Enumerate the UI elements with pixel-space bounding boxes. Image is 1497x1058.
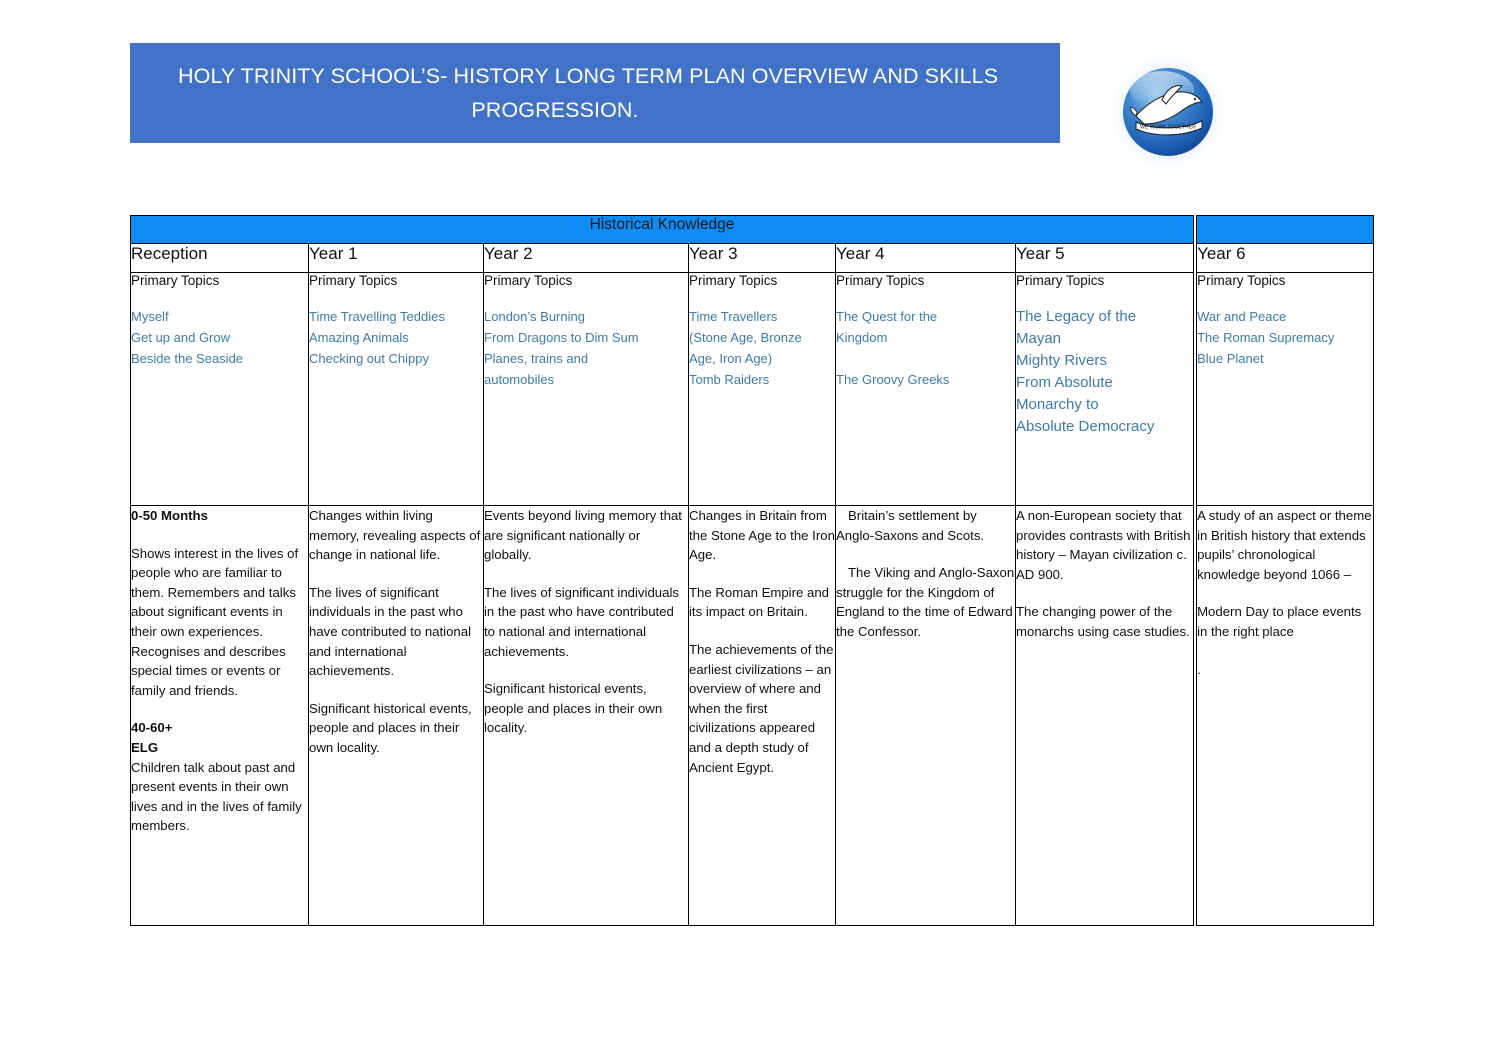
topic-list-year1 [309,306,483,369]
table-curriculum-detail-row [131,506,1374,926]
topic-line: (Stone Age, Bronze [689,330,802,345]
detail-para-reception-2: Children talk about past and present events in their own lives and in the lives of family members. [131,759,302,834]
topic-list-year3 [689,306,835,390]
detail-paragraph: A study of an aspect or theme in British history that extends pupils’ chronological knowledge beyond 1066 – [1197,508,1372,582]
topic-line: From Dragons to Dim Sum [484,330,639,345]
topic-line: The Quest for the [836,309,938,324]
topic-line: Time Travellers [689,309,778,324]
detail-cell-reception [131,506,309,926]
detail-paragraph: . [1197,661,1201,677]
logo-motto-text: WE WORK TOGETHER [1139,124,1197,131]
detail-para-reception-1: Shows interest in the lives of people who are familiar to them. Remembers and talks about significant events in their own experiences. Recognises and describes special times or events or family and friends. [131,545,299,698]
detail-paragraph: The Viking and Anglo-Saxon struggle for the Kingdom of England to the time of Edward the Confessor. [836,565,1015,639]
detail-paragraph: Significant historical events, people and places in their own locality. [484,681,663,736]
year-header-year2: Year 2 [484,244,689,273]
detail-cell-year6 [1197,506,1374,926]
topic-line: Monarchy to [1016,396,1099,413]
detail-cell-year1 [309,506,484,926]
topic-line: Amazing Animals [309,330,409,345]
detail-heading-40-60: 40-60+ [131,720,173,736]
detail-paragraph: The Roman Empire and its impact on Britain. [689,584,830,620]
section-header-year6-blank [1197,216,1374,244]
topic-list-year5 [1016,306,1193,438]
detail-paragraph: Modern Day to place events in the right place [1197,604,1362,639]
detail-text-year6 [1197,506,1373,679]
primary-topics-label: Primary Topics [1197,273,1286,288]
primary-topics-label: Primary Topics [131,273,220,288]
topics-cell-year3 [689,273,836,506]
detail-paragraph: The lives of significant individuals in the past who have contributed to national and international achievements. [309,584,472,679]
topics-cell-year4 [836,273,1016,506]
year-header-reception: Reception [131,244,309,273]
detail-text-reception [131,506,308,836]
topic-line: The Roman Supremacy [1197,330,1335,345]
topic-line: Get up and Grow [131,330,230,345]
topics-cell-year5 [1016,273,1194,506]
primary-topics-label: Primary Topics [836,273,925,288]
detail-text-year1 [309,506,483,758]
school-crest-dove-logo [1106,50,1230,174]
topic-line: London’s Burning [484,309,585,324]
table-section-header-row [131,216,1374,244]
topics-cell-year6 [1197,273,1374,506]
topic-line: From Absolute [1016,374,1113,391]
topic-line: Beside the Seaside [131,351,244,366]
detail-paragraph: The achievements of the earliest civilizations – an overview of where and when the first civilizations appeared and a depth study of Ancient Egypt. [689,641,834,775]
topic-line: Kingdom [836,330,888,345]
topic-line: War and Peace [1197,309,1287,324]
detail-paragraph: Changes within living memory, revealing aspects of change in national life. [309,508,481,563]
topic-list-year6 [1197,306,1373,369]
year-header-year6: Year 6 [1197,244,1374,273]
primary-topics-label: Primary Topics [309,273,398,288]
primary-topics-label: Primary Topics [484,273,573,288]
topic-list-year4 [836,306,1015,390]
topic-list-reception [131,306,308,369]
topics-cell-year2 [484,273,689,506]
detail-paragraph: A non-European society that provides contrasts with British history – Mayan civilization c. AD 900. [1016,508,1191,582]
page-title-line-2: PROGRESSION. [471,98,639,122]
detail-paragraph: The changing power of the monarchs using case studies. [1016,604,1190,639]
topic-line: automobiles [484,372,555,387]
topic-line: Myself [131,309,169,324]
primary-topics-label: Primary Topics [1016,273,1105,288]
detail-paragraph: Changes in Britain from the Stone Age to the Iron Age. [689,508,835,563]
topic-line: Blue Planet [1197,351,1264,366]
topic-line: Time Travelling Teddies [309,309,445,324]
topic-line: Mayan [1016,330,1062,347]
topic-line: The Groovy Greeks [836,372,950,387]
topic-line: Age, Iron Age) [689,351,773,366]
topic-line: Absolute Democracy [1016,418,1155,435]
page-title-banner [130,43,1060,143]
year-header-year4: Year 4 [836,244,1016,273]
year-header-year1: Year 1 [309,244,484,273]
topics-cell-year1 [309,273,484,506]
section-header-historical-knowledge: Historical Knowledge [131,216,1194,244]
topic-line: Checking out Chippy [309,351,429,366]
topic-line: Mighty Rivers [1016,352,1107,369]
topics-cell-reception [131,273,309,506]
detail-heading-elg: ELG [131,739,159,755]
detail-text-year2 [484,506,688,738]
table-primary-topics-row [131,273,1374,506]
detail-paragraph: Britain’s settlement by Anglo-Saxons and Scots. [836,508,985,543]
year-header-year3: Year 3 [689,244,836,273]
detail-text-year3 [689,506,835,777]
detail-paragraph: Events beyond living memory that are significant nationally or globally. [484,508,682,563]
topic-line: Tomb Raiders [689,372,770,387]
detail-cell-year4 [836,506,1016,926]
topic-line: The Legacy of the [1016,308,1137,325]
table-year-header-row [131,244,1374,273]
detail-text-year5 [1016,506,1193,642]
detail-cell-year2 [484,506,689,926]
detail-text-year4 [836,506,1015,642]
primary-topics-label: Primary Topics [689,273,778,288]
page-title-line-1: HOLY TRINITY SCHOOL’S- HISTORY LONG TERM PLAN OVERVIEW AND SKILLS [178,64,999,88]
detail-heading-0-50-months: 0-50 Months [131,508,208,523]
topic-line: Planes, trains and [484,351,589,366]
detail-cell-year3 [689,506,836,926]
year-header-year5: Year 5 [1016,244,1194,273]
detail-paragraph: Significant historical events, people and places in their own locality. [309,700,472,755]
detail-cell-year5 [1016,506,1194,926]
topic-line-spacer [836,348,1015,369]
history-long-term-plan-table [130,215,1374,926]
topic-list-year2 [484,306,688,390]
detail-paragraph: The lives of significant individuals in the past who have contributed to national and international achievements. [484,584,679,659]
